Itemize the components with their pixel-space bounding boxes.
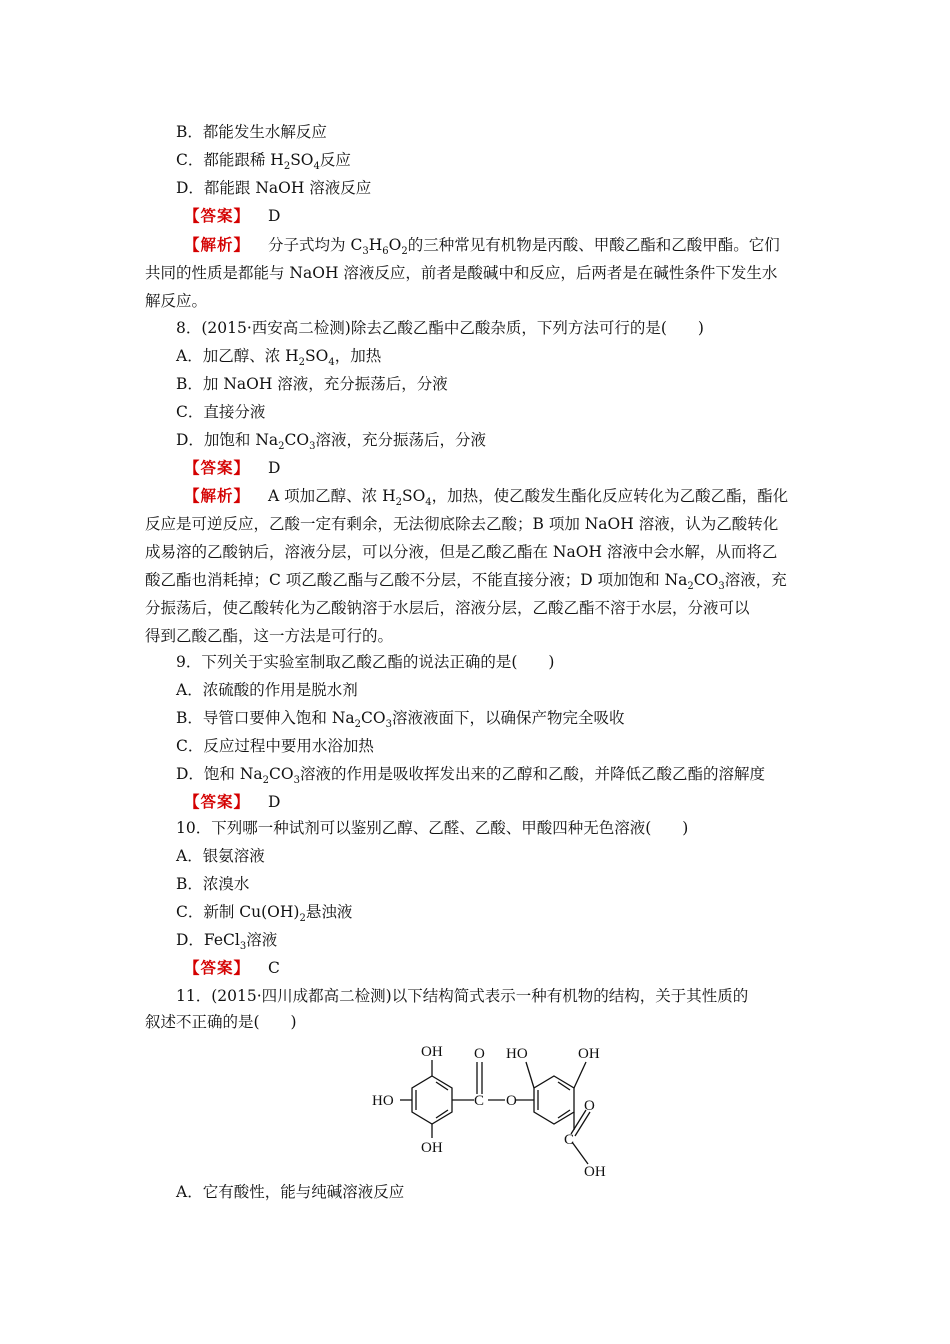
answer-tag: 【答案】 [184, 206, 251, 225]
q7-option-b: B．都能发生水解反应 [176, 123, 327, 141]
structure-label-oh-top-right: OH [578, 1046, 600, 1062]
q11-stem-line-1: 11．(2015·四川成都高二检测)以下结构简式表示一种有机物的结构，关于其性质的 [176, 987, 749, 1005]
q8-analysis-line-4: 酸乙酯也消耗掉；C 项乙酸乙酯与乙酸不分层，不能直接分液；D 项加饱和 $Na_2CO_3$溶液，充 [145, 571, 787, 592]
q8-option-a: A．加乙醇、浓 $H_2SO_4$，加热 [176, 347, 382, 368]
structure-label-ho-top-mid: HO [506, 1046, 528, 1062]
q11-option-a: A．它有酸性，能与纯碱溶液反应 [176, 1183, 405, 1201]
q10-answer: 【答案】 C [184, 958, 280, 977]
structure-label-acid-c: C [564, 1132, 575, 1148]
structure-label-oh-bottom-left: OH [421, 1140, 443, 1156]
q8-answer: 【答案】 D [184, 458, 281, 477]
answer-tag: 【答案】 [184, 458, 251, 477]
q7-analysis-line-3: 解反应。 [145, 292, 208, 310]
q7-analysis-line-2: 共同的性质是都能与 NaOH 溶液反应，前者是酸碱中和反应，后两者是在碱性条件下发生水 [145, 264, 778, 282]
q8-stem: 8．(2015·西安高二检测)除去乙酸乙酯中乙酸杂质，下列方法可行的是( ) [176, 319, 704, 337]
q7-answer: 【答案】 D [184, 206, 281, 225]
q9-stem: 9．下列关于实验室制取乙酸乙酯的说法正确的是( ) [176, 653, 555, 671]
structure-label-ho-left: HO [372, 1093, 394, 1109]
q9-option-d: D．饱和 $Na_2CO_3$溶液的作用是吸收挥发出来的乙醇和乙酸，并降低乙酸乙酯的溶解度 [176, 765, 766, 786]
q7-option-c: C．都能跟稀 $H_2SO_4$反应 [176, 151, 351, 172]
q7-option-d: D．都能跟 NaOH 溶液反应 [176, 179, 372, 197]
structure-label-ester-o: O [506, 1093, 517, 1109]
q8-analysis-line-3: 成易溶的乙酸钠后，溶液分层，可以分液，但是乙酸乙酯在 NaOH 溶液中会水解，从而将乙 [145, 543, 778, 561]
chemical-structure-diagram [366, 1038, 626, 1183]
answer-tag: 【答案】 [184, 958, 251, 977]
q8-analysis-line-2: 反应是可逆反应，乙酸一定有剩余，无法彻底除去乙酸；B 项加 NaOH 溶液，认为乙酸转化 [145, 515, 779, 533]
q10-stem: 10．下列哪一种试剂可以鉴别乙醇、乙醛、乙酸、甲酸四种无色溶液( ) [176, 819, 689, 837]
q10-option-c: C．新制 $Cu(OH)_2$悬浊液 [176, 903, 353, 924]
q10-option-d: D．FeCl$_3$溶液 [176, 931, 278, 952]
q9-option-b: B．导管口要伸入饱和 $Na_2CO_3$溶液液面下，以确保产物完全吸收 [176, 709, 625, 730]
q9-option-c: C．反应过程中要用水浴加热 [176, 737, 374, 755]
q8-analysis-line-1: 【解析】 A 项加乙醇、浓 $H_2SO_4$，加热，使乙酸发生酯化反应转化为乙酸乙酯，酯化 [184, 486, 789, 508]
q8-option-b: B．加 NaOH 溶液，充分振荡后，分液 [176, 375, 448, 393]
q9-option-a: A．浓硫酸的作用是脱水剂 [176, 681, 358, 699]
q8-analysis-line-5: 分振荡后，使乙酸转化为乙酸钠溶于水层后，溶液分层，乙酸乙酯不溶于水层，分液可以 [145, 599, 750, 617]
q8-option-c: C．直接分液 [176, 403, 266, 421]
structure-label-oh-top-left: OH [421, 1044, 443, 1060]
q10-option-b: B．浓溴水 [176, 875, 250, 893]
structure-label-acid-oh: OH [584, 1164, 606, 1180]
q8-analysis-line-6: 得到乙酸乙酯，这一方法是可行的。 [145, 627, 394, 645]
structure-label-ester-c: C [474, 1093, 485, 1109]
q9-answer: 【答案】 D [184, 792, 281, 811]
analysis-tag: 【解析】 [184, 486, 251, 505]
structure-label-acid-o: O [584, 1098, 595, 1114]
answer-tag: 【答案】 [184, 792, 251, 811]
structure-label-carbonyl-o: O [474, 1046, 485, 1062]
q11-stem-line-2: 叙述不正确的是( ) [145, 1013, 297, 1031]
q7-analysis-line-1: 【解析】 分子式均为 $C_3H_6O_2$的三种常见有机物是丙酸、甲酸乙酯和乙酸甲酯。它们 [184, 235, 780, 257]
analysis-tag: 【解析】 [184, 235, 251, 254]
q10-option-a: A．银氨溶液 [176, 847, 265, 865]
q8-option-d: D．加饱和 $Na_2CO_3$溶液，充分振荡后，分液 [176, 431, 487, 452]
